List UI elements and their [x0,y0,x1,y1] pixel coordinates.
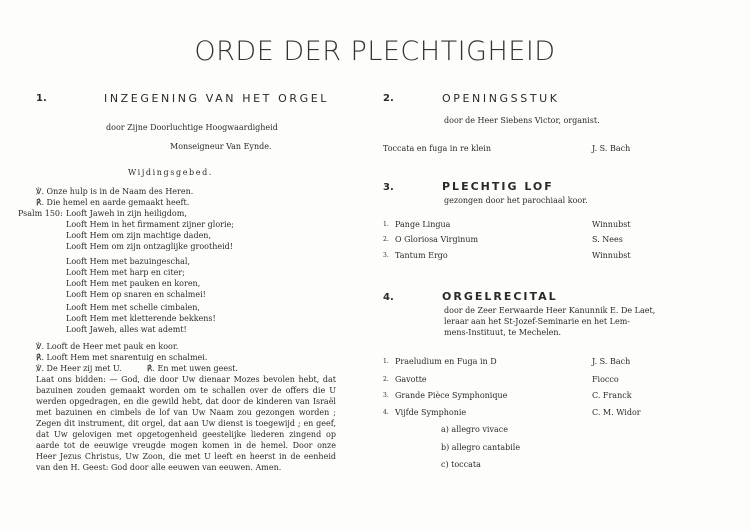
lof-item-number: 1. [383,221,389,228]
recital-item-number: 4. [383,409,389,416]
closing-prayer: Laat ons bidden: — God, die door Uw dienaar Mozes bevolen hebt, dat bazuinen zouden gemaakt worden om te schallen over de offers die U werden opgedragen, en die gewild hebt, dat door de kinderen van Israël met bazuinen en cimbels de lof van Uw Naam zou gezongen worden ; Zegen dit instrument, dit orgel, dat aan Uw dienst is toegewijd ; en geef, dat Uw gelovigen met opgetogenheid geestelijke liederen zingend op aarde tot de eeuwige vreugde mogen komen in de hemel. Door onze Heer Jezus Christus, Uw Zoon, die met U leeft en heerst in de eenheid van den H. Geest: God door alle eeuwen van eeuwen. Amen. [36,375,336,472]
lof-item-title: Tantum Ergo [395,251,448,260]
movement-c: c) toccata [441,460,481,469]
lof-item-number: 3. [383,252,389,259]
psalm-line: Looft Hem met pauken en koren, [66,279,201,288]
section-4-performer [444,305,655,338]
psalm-label: Psalm 150: [18,209,63,218]
recital-item-title: Vijfde Symphonie [395,408,467,417]
opening-verses [36,186,193,208]
recital-item-number: 1. [383,358,389,365]
recital-item-composer: C. M. Widor [592,408,641,417]
verse-line: ℟. Die hemel en aarde gemaakt heeft. [36,198,190,207]
psalm-line: Looft Hem om zijn machtige daden, [66,231,211,240]
section-3-heading: PLECHTIG LOF [442,180,554,193]
performer-line: door de Zeer Eerwaarde Heer Kanunnik E. De Laet, [444,306,656,315]
recital-item-number: 3. [383,392,389,399]
responses [36,341,238,374]
response-line: ℣. De Heer zij met U. ℟. En met uwen geest. [36,364,238,373]
response-line: ℟. Looft Hem met snarentuig en schalmei. [36,353,208,362]
recital-item-composer: C. Franck [592,391,632,400]
psalm-line: Looft Hem in het firmament zijner glorie; [66,220,234,229]
section-3-number: 3. [383,182,394,193]
section-2-performer: door de Heer Siebens Victor, organist. [444,116,600,125]
lof-item-composer: Winnubst [592,251,631,260]
officiant-line-2: Monseigneur Van Eynde. [170,142,272,151]
page-title: ORDE DER PLECHTIGHEID [194,36,556,67]
recital-item-number: 2. [383,376,389,383]
psalm-line: Looft Hem met harp en citer; [66,268,185,277]
psalm-line: Looft Hem om zijn ontzaglijke grootheid! [66,242,233,251]
recital-item-composer: Fiocco [592,375,619,384]
response-line: ℣. Looft de Heer met pauk en koor. [36,342,179,351]
recital-item-composer: J. S. Bach [592,357,631,366]
opening-piece-title: Toccata en fuga in re klein [383,144,491,153]
section-1-number: 1. [36,93,47,104]
section-2-number: 2. [383,93,394,104]
performer-line: leraar aan het St-Jozef-Seminarie en het Lem- [444,317,631,326]
section-2-heading: OPENINGSSTUK [442,92,560,105]
lof-item-composer: Winnubst [592,220,631,229]
psalm-stanza-1 [66,208,234,252]
psalm-line: Looft Hem met schelle cimbalen, [66,303,200,312]
lof-item-title: O Gloriosa Virginum [395,235,479,244]
lof-item-number: 2. [383,236,389,243]
movement-a: a) allegro vivace [441,425,508,434]
lof-item-title: Pange Lingua [395,220,451,229]
section-4-heading: ORGELRECITAL [442,290,558,303]
recital-item-title: Gavotte [395,375,427,384]
recital-item-title: Praeludium en Fuga in D [395,357,497,366]
officiant-line-1: door Zijne Doorluchtige Hoogwaardigheid [106,123,278,132]
section-1-heading: INZEGENING VAN HET ORGEL [104,92,329,105]
verse-line: ℣. Onze hulp is in de Naam des Heren. [36,187,194,196]
section-4-number: 4. [383,292,394,303]
movement-b: b) allegro cantabile [441,443,521,452]
psalm-stanza-3 [66,302,216,335]
psalm-stanza-2 [66,256,206,300]
psalm-line: Looft Jaweh, alles wat ademt! [66,325,187,334]
psalm-line: Looft Hem op snaren en schalmei! [66,290,206,299]
performer-line: mens-Instituut, te Mechelen. [444,328,562,337]
psalm-line: Looft Hem met bazuingeschal, [66,257,191,266]
prayer-title: Wijdingsgebed. [128,168,213,177]
section-3-performer: gezongen door het parochiaal koor. [444,196,588,205]
psalm-line: Looft Hem met kletterende bekkens! [66,314,216,323]
opening-piece-composer: J. S. Bach [592,144,631,153]
recital-item-title: Grande Pièce Symphonique [395,391,508,400]
lof-item-composer: S. Nees [592,235,623,244]
psalm-line: Looft Jaweh in zijn heiligdom, [66,209,187,218]
